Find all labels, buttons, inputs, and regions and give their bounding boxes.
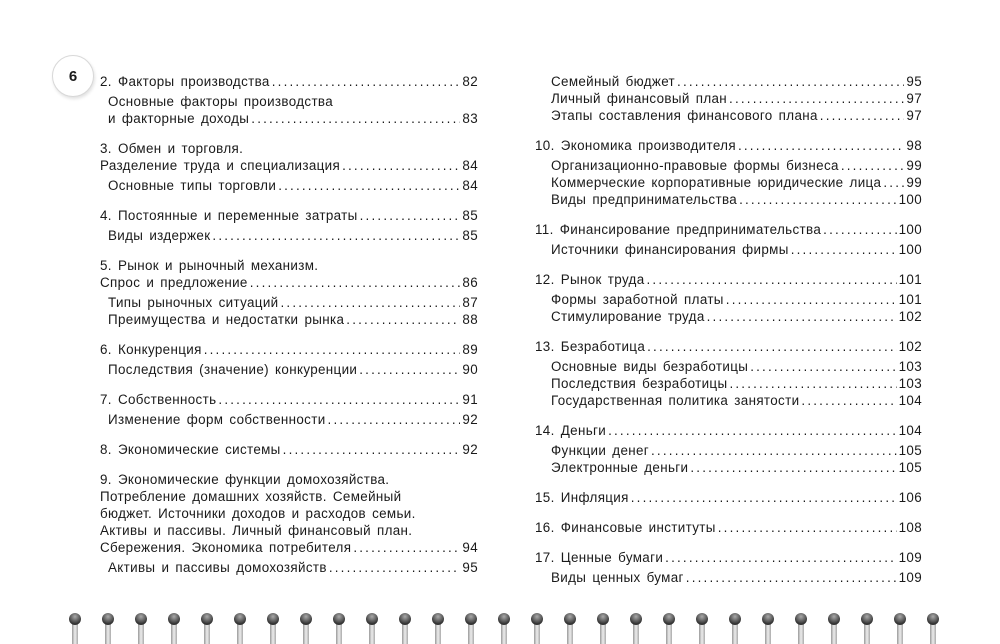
entry-title: Этапы составления финансового плана [551, 108, 818, 123]
entry-title: Основные факторы производства [108, 94, 334, 109]
dot-leader [631, 489, 897, 506]
entry-page-number: 99 [906, 158, 922, 173]
toc-entry [100, 391, 478, 408]
dot-leader [707, 308, 897, 325]
entry-title: Активы и пассивы домохозяйств [108, 560, 327, 575]
entry-title: Спрос и предложение [100, 275, 248, 290]
entry-page-number: 101 [898, 272, 922, 287]
toc-entry [535, 549, 922, 566]
toc-subentry [535, 375, 922, 392]
dot-leader [353, 539, 460, 556]
spiral-ring [201, 613, 213, 644]
entry-title: Типы рыночных ситуаций [108, 295, 279, 310]
dot-leader [791, 241, 897, 258]
spiral-ring [762, 613, 774, 644]
entry-title: 7. Собственность [100, 392, 217, 407]
toc-entry [535, 489, 922, 506]
spiral-ring [861, 613, 873, 644]
toc-section [100, 441, 478, 458]
toc-entry [535, 338, 922, 355]
entry-page-number: 97 [906, 91, 922, 106]
entry-page-number: 86 [462, 275, 478, 290]
toc-subentry [535, 569, 922, 586]
entry-title: Семейный бюджет [551, 74, 676, 89]
toc-entry [100, 274, 478, 291]
entry-title: Разделение труда и специализация [100, 158, 341, 173]
toc-entry [535, 519, 922, 536]
entry-title: 16. Финансовые институты [535, 520, 716, 535]
toc-subentry [100, 227, 478, 244]
dot-leader [651, 442, 897, 459]
entry-page-number: 97 [906, 108, 922, 123]
dot-leader [328, 411, 461, 428]
toc-subentry [535, 358, 922, 375]
spiral-ring [927, 613, 939, 644]
entry-title: 13. Безработица [535, 339, 646, 354]
entry-title: Виды предпринимательства [551, 192, 738, 207]
toc-section [535, 271, 922, 325]
entry-page-number: 89 [462, 342, 478, 357]
entry-title: Потребление домашних хозяйств. Семейный [100, 489, 402, 504]
toc-subentry [535, 107, 922, 124]
spiral-ring [663, 613, 675, 644]
entry-title: Основные виды безработицы [551, 359, 749, 374]
toc-section [535, 422, 922, 476]
entry-page-number: 100 [898, 242, 922, 257]
entry-page-number: 100 [898, 222, 922, 237]
entry-page-number: 88 [462, 312, 478, 327]
toc-subentry [100, 361, 478, 378]
toc-entry [100, 505, 478, 522]
entry-page-number: 87 [462, 295, 478, 310]
dot-leader [280, 294, 460, 311]
spiral-ring [366, 613, 378, 644]
toc-entry [100, 257, 478, 274]
toc-right-column [535, 73, 922, 599]
entry-title: Последствия (значение) конкуренции [108, 362, 358, 377]
entry-title: Основные типы торговли [108, 178, 277, 193]
entry-page-number: 90 [462, 362, 478, 377]
entry-title: Сбережения. Экономика потребителя [100, 540, 352, 555]
dot-leader [820, 107, 905, 124]
spiral-ring [564, 613, 576, 644]
entry-title: Изменение форм собственности [108, 412, 326, 427]
entry-title: 17. Ценные бумаги [535, 550, 664, 565]
entry-title: бюджет. Источники доходов и расходов семьи. [100, 506, 416, 521]
dot-leader [739, 191, 897, 208]
entry-title: 3. Обмен и торговля. [100, 141, 244, 156]
toc-entry [100, 471, 478, 488]
entry-title: 12. Рынок труда [535, 272, 645, 287]
toc-subentry [100, 294, 478, 311]
dot-leader [342, 157, 460, 174]
toc-section [535, 73, 922, 124]
dot-leader [686, 569, 897, 586]
entry-page-number: 108 [898, 520, 922, 535]
entry-title: Электронные деньги [551, 460, 689, 475]
spiral-ring [597, 613, 609, 644]
spiral-ring [432, 613, 444, 644]
entry-title: Последствия безработицы [551, 376, 728, 391]
toc-subentry [535, 442, 922, 459]
toc-entry [535, 271, 922, 288]
spiral-ring [729, 613, 741, 644]
entry-title: 8. Экономические системы [100, 442, 281, 457]
entry-page-number: 95 [462, 560, 478, 575]
toc-subentry [535, 73, 922, 90]
dot-leader [729, 90, 904, 107]
entry-title: Государственная политика занятости [551, 393, 800, 408]
entry-page-number: 99 [906, 175, 922, 190]
spiral-ring [795, 613, 807, 644]
dot-leader [750, 358, 896, 375]
entry-page-number: 83 [462, 111, 478, 126]
toc-subentry [100, 110, 478, 127]
entry-title: Виды ценных бумаг [551, 570, 684, 585]
spiral-ring [267, 613, 279, 644]
entry-page-number: 94 [462, 540, 478, 555]
entry-page-number: 91 [462, 392, 478, 407]
spiral-ring [399, 613, 411, 644]
dot-leader [329, 559, 461, 576]
dot-leader [251, 110, 460, 127]
dot-leader [801, 392, 896, 409]
toc-section [535, 519, 922, 536]
dot-leader [283, 441, 461, 458]
spiral-ring [333, 613, 345, 644]
toc-entry [100, 441, 478, 458]
entry-page-number: 106 [898, 490, 922, 505]
toc-entry [100, 488, 478, 505]
entry-page-number: 85 [462, 208, 478, 223]
entry-page-number: 100 [898, 192, 922, 207]
dot-leader [841, 157, 905, 174]
toc-subentry [535, 291, 922, 308]
dot-leader [738, 137, 904, 154]
dot-leader [665, 549, 896, 566]
dot-leader [278, 177, 460, 194]
toc-entry [100, 341, 478, 358]
entry-title: Источники финансирования фирмы [551, 242, 789, 257]
dot-leader [272, 73, 461, 90]
dot-leader [729, 375, 896, 392]
spiral-ring [102, 613, 114, 644]
toc-section [535, 338, 922, 409]
spiral-ring [828, 613, 840, 644]
entry-page-number: 103 [898, 376, 922, 391]
dot-leader [690, 459, 896, 476]
entry-title: Организационно-правовые формы бизнеса [551, 158, 839, 173]
spiral-ring [696, 613, 708, 644]
entry-page-number: 102 [898, 309, 922, 324]
entry-title: 4. Постоянные и переменные затраты [100, 208, 358, 223]
toc-section [100, 471, 478, 576]
entry-title: Преимущества и недостатки рынка [108, 312, 345, 327]
dot-leader [359, 361, 460, 378]
toc-section [535, 489, 922, 506]
toc-section [535, 221, 922, 258]
entry-title: 5. Рынок и рыночный механизм. [100, 258, 319, 273]
entry-page-number: 105 [898, 443, 922, 458]
toc-subentry [100, 311, 478, 328]
entry-title: 11. Финансирование предпринимательства [535, 222, 822, 237]
spiral-ring [300, 613, 312, 644]
spiral-ring [498, 613, 510, 644]
dot-leader [823, 221, 896, 238]
spiral-ring [69, 613, 81, 644]
entry-page-number: 82 [462, 74, 478, 89]
toc-subentry [535, 459, 922, 476]
entry-page-number: 103 [898, 359, 922, 374]
entry-title: Личный финансовый план [551, 91, 728, 106]
dot-leader [718, 519, 897, 536]
spiral-ring [465, 613, 477, 644]
toc-section [100, 257, 478, 328]
dot-leader [346, 311, 460, 328]
toc-subentry [535, 157, 922, 174]
spiral-ring [630, 613, 642, 644]
toc-entry [100, 522, 478, 539]
entry-title: Функции денег [551, 443, 650, 458]
spiral-binding [0, 600, 1000, 644]
dot-leader [608, 422, 897, 439]
toc-section [100, 391, 478, 428]
dot-leader [726, 291, 897, 308]
entry-page-number: 105 [898, 460, 922, 475]
entry-title: 10. Экономика производителя [535, 138, 736, 153]
spiral-ring [894, 613, 906, 644]
dot-leader [218, 391, 460, 408]
spiral-ring [168, 613, 180, 644]
toc-subentry [535, 174, 922, 191]
spiral-ring [531, 613, 543, 644]
toc-left-column [100, 73, 478, 589]
toc-section [100, 207, 478, 244]
toc-subentry [100, 177, 478, 194]
entry-page-number: 84 [462, 158, 478, 173]
toc-subentry [100, 93, 478, 110]
entry-page-number: 104 [898, 423, 922, 438]
dot-leader [212, 227, 460, 244]
toc-entry [100, 140, 478, 157]
entry-page-number: 109 [898, 550, 922, 565]
entry-title: Виды издержек [108, 228, 211, 243]
toc-subentry [535, 191, 922, 208]
toc-subentry [535, 308, 922, 325]
toc-entry [100, 73, 478, 90]
entry-page-number: 92 [462, 412, 478, 427]
dot-leader [647, 271, 897, 288]
dot-leader [883, 174, 904, 191]
toc-entry [535, 221, 922, 238]
entry-page-number: 109 [898, 570, 922, 585]
dot-leader [647, 338, 896, 355]
entry-title: Формы заработной платы [551, 292, 724, 307]
entry-title: 6. Конкуренция [100, 342, 202, 357]
entry-title: 14. Деньги [535, 423, 607, 438]
entry-page-number: 84 [462, 178, 478, 193]
entry-title: Стимулирование труда [551, 309, 705, 324]
toc-entry [100, 157, 478, 174]
toc-subentry [535, 90, 922, 107]
toc-entry [100, 539, 478, 556]
dot-leader [204, 341, 461, 358]
entry-page-number: 92 [462, 442, 478, 457]
spiral-ring [234, 613, 246, 644]
toc-section [100, 341, 478, 378]
toc-subentry [100, 411, 478, 428]
toc-entry [535, 422, 922, 439]
entry-page-number: 98 [906, 138, 922, 153]
entry-page-number: 85 [462, 228, 478, 243]
entry-title: 9. Экономические функции домохозяйства. [100, 472, 390, 487]
toc-section [100, 140, 478, 194]
entry-page-number: 102 [898, 339, 922, 354]
entry-page-number: 104 [898, 393, 922, 408]
entry-title: 15. Инфляция [535, 490, 629, 505]
spiral-ring [135, 613, 147, 644]
toc-subentry [535, 241, 922, 258]
toc-section [535, 549, 922, 586]
dot-leader [677, 73, 904, 90]
entry-title: Коммерческие корпоративные юридические лица [551, 175, 882, 190]
entry-title: Активы и пассивы. Личный финансовый план. [100, 523, 413, 538]
toc-entry [100, 207, 478, 224]
toc-section [100, 73, 478, 127]
dot-leader [360, 207, 461, 224]
entry-title: 2. Факторы производства [100, 74, 270, 89]
toc-subentry [100, 559, 478, 576]
page-number: 6 [52, 55, 94, 97]
dot-leader [250, 274, 461, 291]
entry-page-number: 101 [898, 292, 922, 307]
toc-subentry [535, 392, 922, 409]
toc-entry [535, 137, 922, 154]
entry-page-number: 95 [906, 74, 922, 89]
entry-title: и факторные доходы [108, 111, 250, 126]
toc-section [535, 137, 922, 208]
